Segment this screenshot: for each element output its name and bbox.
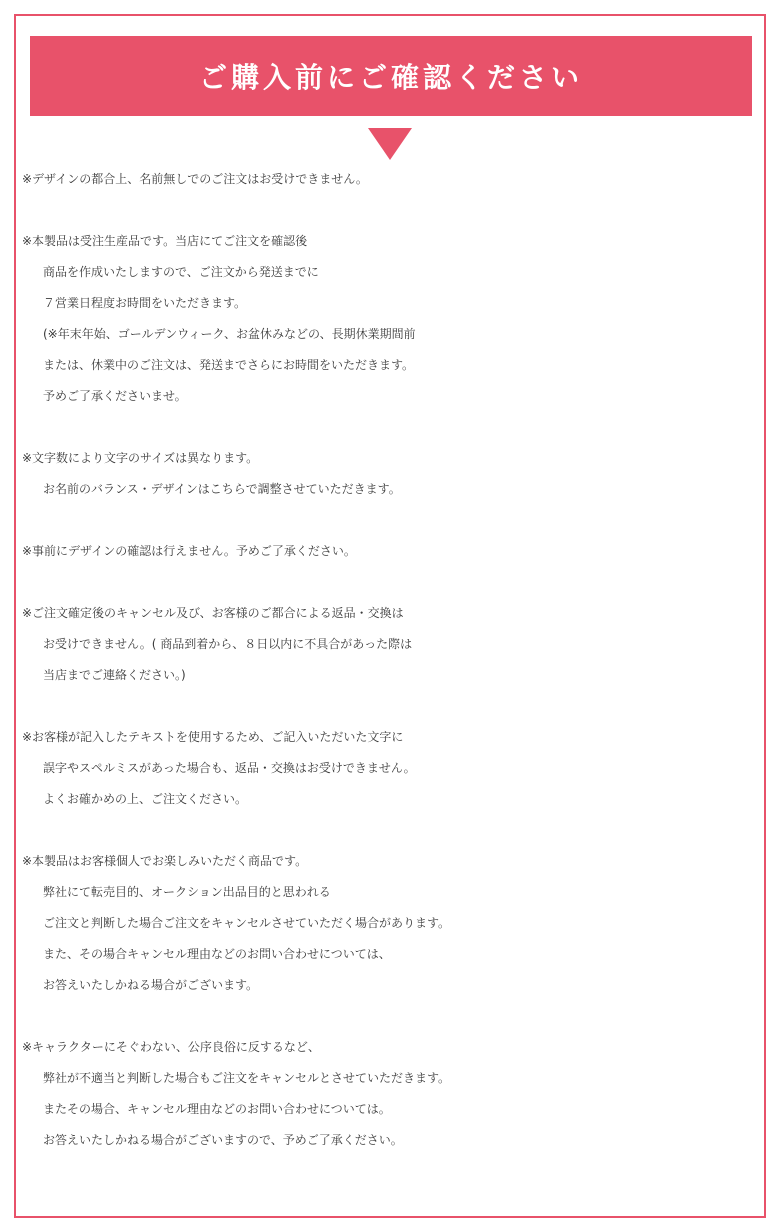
page-title: ご購入前にご確認ください [198,61,583,94]
notice-item-1 [22,164,742,195]
page-title-banner [30,36,752,116]
notice-line: ※デザインの都合上、名前無しでのご注文はお受けできません。 [22,172,368,186]
notice-line: またその場合、キャンセル理由などのお問い合わせについては。 [43,1102,391,1116]
notice-line: 予めご了承くださいませ。 [43,389,187,403]
notice-line: よくお確かめの上、ご注文ください。 [43,792,248,806]
notice-line: ７営業日程度お時間をいただきます。 [43,296,247,310]
notice-line: お名前のバランス・デザインはこちらで調整させていただきます。 [43,482,401,496]
notice-line: ※本製品は受注生産品です。当店にてご注文を確認後 [22,234,308,248]
notice-line: お答えいたしかねる場合がございますので、予めご了承ください。 [43,1133,403,1147]
notice-list [22,164,742,1156]
down-arrow-icon [368,128,412,160]
notice-line: 弊社にて転売目的、オークション出品目的と思われる [43,885,331,899]
notice-item-8 [22,1032,742,1156]
notice-item-2 [22,226,742,412]
notice-item-6 [22,722,742,815]
notice-item-4 [22,536,742,567]
notice-line: お受けできません。( 商品到着から、８日以内に不具合があった際は [43,637,413,651]
notice-line: ※事前にデザインの確認は行えません。予めご了承ください。 [22,544,356,558]
notice-line: ※本製品はお客様個人でお楽しみいただく商品です。 [22,854,308,868]
notice-line: ※ご注文確定後のキャンセル及び、お客様のご都合による返品・交換は [22,606,404,620]
notice-line: ※お客様が記入したテキストを使用するため、ご記入いただいた文字に [22,730,404,744]
notice-line: 商品を作成いたしますので、ご注文から発送までに [43,265,319,279]
notice-line: 当店までご連絡ください。) [43,668,186,682]
notice-line: 弊社が不適当と判断した場合もご注文をキャンセルとさせていただきます。 [43,1071,451,1085]
notice-line: ※キャラクターにそぐわない、公序良俗に反するなど、 [22,1040,320,1054]
notice-line: また、その場合キャンセル理由などのお問い合わせについては、 [43,947,391,961]
notice-line: または、休業中のご注文は、発送までさらにお時間をいただきます。 [43,358,415,372]
notice-item-7 [22,846,742,1001]
notice-line: 誤字やスペルミスがあった場合も、返品・交換はお受けできません。 [43,761,416,775]
notice-line: ※文字数により文字のサイズは異なります。 [22,451,259,465]
notice-line: お答えいたしかねる場合がございます。 [43,978,259,992]
notice-line: (※年末年始、ゴールデンウィーク、お盆休みなどの、長期休業期間前 [43,327,416,341]
notice-item-3 [22,443,742,505]
notice-item-5 [22,598,742,691]
notice-line: ご注文と判断した場合ご注文をキャンセルさせていただく場合があります。 [43,916,451,930]
